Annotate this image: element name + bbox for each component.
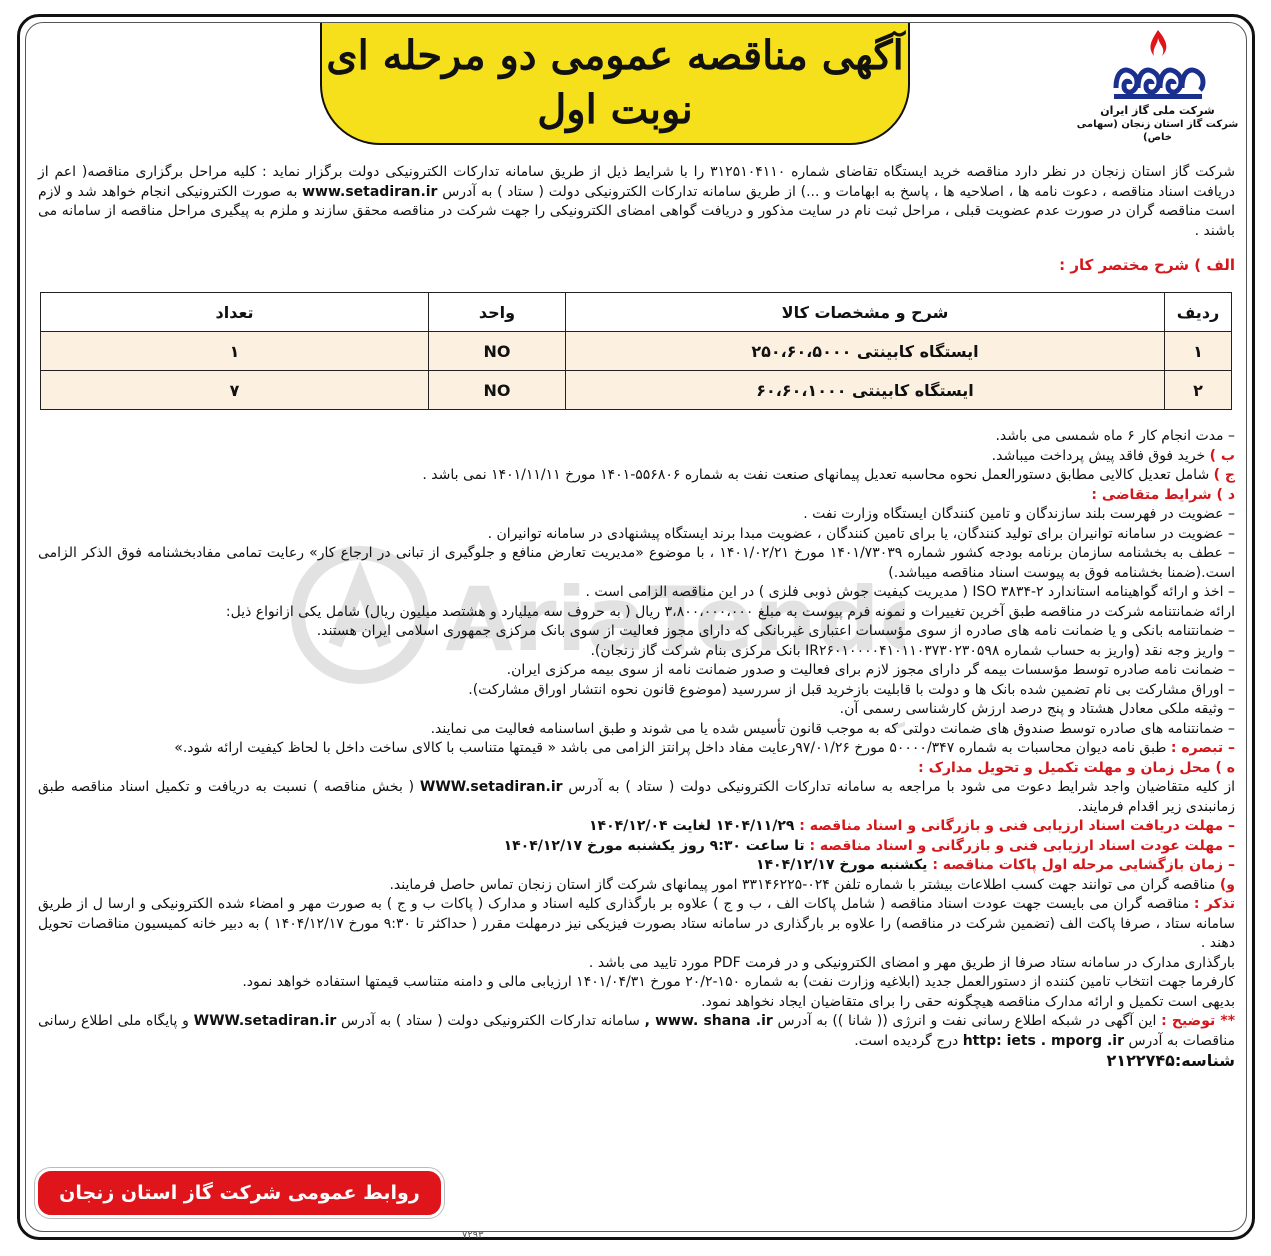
watermark-brand-en: AriaTend bbox=[445, 568, 880, 671]
cell-row-number: ۲ bbox=[1165, 371, 1232, 410]
cell-unit: NO bbox=[429, 371, 566, 410]
deadline-3: – زمان بازگشایی مرحله اول پاکات مناقصه : یکشنبه مورخ ۱۴۰۴/۱۲/۱۷ bbox=[755, 857, 1235, 873]
guarantee-item: – اوراق مشارکت بی نام تضمین شده بانک ها و دولت با قابلیت بازخرید قبل از سررسید (موضوع قانون نحوه انتشار اوراق مشارکت). bbox=[468, 681, 1235, 698]
cell-row-number: ۱ bbox=[1165, 332, 1232, 371]
section-e-heading: ه ) محل زمان و مهلت تکمیل و تحویل مدارک : bbox=[918, 759, 1235, 776]
duration-line: – مدت انجام کار ۶ ماه شمسی می باشد. bbox=[995, 428, 1235, 444]
company-name: شرکت ملی گاز ایران bbox=[1100, 104, 1215, 117]
page-title: آگهی مناقصه عمومی دو مرحله ای bbox=[326, 32, 904, 79]
deadline-2: – مهلت عودت اسناد ارزیابی فنی و بازرگانی و اسناد مناقصه : تا ساعت ۹:۳۰ روز یکشنبه مورخ ۱۴۰۴/۱۲/۱۷ bbox=[503, 837, 1235, 854]
company-logo bbox=[1075, 26, 1240, 144]
cell-quantity: ۷ bbox=[41, 371, 429, 410]
guarantee-item: – واریز وجه نقد (واریز به حساب شماره IR۲۶۰۱۰۰۰۰۴۱۰۱۱۰۳۷۳۰۲۳۰۵۹۸ بانک مرکزی بنام شرکت گاز زنجان). bbox=[590, 642, 1235, 659]
guarantee-line: ارائه ضمانتنامه شرکت در مناقصه طبق آخرین تغییرات و نمونه فرم پیوست به مبلغ ۳،۸۰۰،۰۰۰،۰۰۰ ریال ( به حروف سه میلیارد و هشتصد میلیون ریال) شامل یکی ازانواع ذیل: bbox=[225, 603, 1235, 620]
condition-item: – اخذ و ارائه گواهینامه استاندارد ISO ۳۸۳۴-۲ ( مدیریت کیفیت جوش ذوبی فلزی ) در این مناقصه الزامی است . bbox=[585, 584, 1235, 600]
table-row bbox=[41, 332, 1232, 371]
notice-id: شناسه:۲۱۲۲۷۴۵ bbox=[1106, 1051, 1235, 1070]
print-code: ۷۲۹۳ bbox=[462, 1230, 484, 1241]
header-quantity: تعداد bbox=[41, 293, 429, 332]
nigc-logo-icon bbox=[1108, 26, 1208, 104]
deadline-1: – مهلت دریافت اسناد ارزیابی فنی و بازرگانی و اسناد مناقصه : ۱۴۰۴/۱۱/۲۹ لغایت ۱۴۰۴/۱۲/۰۴ bbox=[588, 818, 1235, 834]
header-description: شرح و مشخصات کالا bbox=[566, 293, 1165, 332]
setadiran-link[interactable]: WWW.setadiran.ir bbox=[419, 779, 563, 795]
employer-line: کارفرما جهت انتخاب تامین کننده از دستورالعمل جدید (ابلاغیه وزارت نفت) به شماره ۱۵۰-۲۰/۲ مورخ ۱۴۰۱/۰۴/۳۱ ارزیابی مالی و دامنه متناسب قیمتها استفاده خواهد نمود. bbox=[242, 974, 1235, 990]
header-row-number: ردیف bbox=[1165, 293, 1232, 332]
public-relations-badge: روابط عمومی شرکت گاز استان زنجان bbox=[35, 1168, 444, 1218]
notice-body bbox=[38, 427, 1235, 1071]
guarantee-item: – ضمانتنامه های صادره توسط صندوق های ضمانت دولتی که به موجب قانون تأسیس شده یا می شوند و طبق اساسنامه فعالیت می نمایند. bbox=[430, 720, 1235, 737]
page-subtitle: نوبت اول bbox=[537, 86, 693, 133]
cell-description: ایستگاه کابینتی ۲۵۰،۶۰،۵۰۰۰ bbox=[566, 332, 1165, 371]
setadiran-link[interactable]: www.setadiran.ir bbox=[302, 183, 438, 200]
section-c-line: ج ) شامل تعدیل کالایی مطابق دستورالعمل نحوه محاسبه تعدیل پیمانهای صنعت نفت به شماره ۵۵۶۸۰۶-۱۴۰۱ مورخ ۱۴۰۱/۱۱/۱۱ نمی باشد . bbox=[422, 467, 1235, 483]
cell-unit: NO bbox=[429, 332, 566, 371]
header-unit: واحد bbox=[429, 293, 566, 332]
section-d-heading: د ) شرایط متقاضی : bbox=[1091, 486, 1235, 503]
company-subname: شرکت گاز استان زنجان (سهامی خاص) bbox=[1076, 119, 1239, 143]
cell-quantity: ۱ bbox=[41, 332, 429, 371]
reminder-paragraph: تذکر : مناقصه گران می بایست جهت عودت اسناد مناقصه ( شامل پاکات الف ، ب و ج ) علاوه بر بارگذاری کلیه اسناد و مدارک ( پاکات ب و ج ) به صورت مهر و امضاء شده الکترونیکی و ارسا ل از طریق سامانه ستاد ، صرفا پاکت الف (تضمین شرکت در مناقصه) را علاوه بر بارگذاری در سامانه ستاد بصورت فیزیکی نیز درمهلت مقرر ( حداکثر تا ۹:۳۰ مورخ ۱۴۰۴/۱۲/۱۷ ) به دبیر خانه کمیسیون مناقصات تحویل دهند . bbox=[38, 896, 1235, 951]
guarantee-item: – وثیقه ملکی معادل هشتاد و پنج درصد ارزش کارشناسی رسمی آن. bbox=[839, 701, 1235, 717]
explanation-paragraph: ** توضیح : این آگهی در شبکه اطلاع رسانی نفت و انرژی (( شانا )) به آدرس www. shana .ir , سامانه تدارکات الکترونیکی دولت ( ستاد ) به آدرس WWW.setadiran.ir و پایگاه ملی اطلاع رسانی مناقصات به آدرس http: iets . mporg .ir درج گردیده است. bbox=[38, 1013, 1236, 1049]
section-a-heading: الف ) شرح مختصر کار : bbox=[1059, 256, 1235, 274]
section-e-text: از کلیه متقاضیان واجد شرایط دعوت می شود با مراجعه به سامانه تدارکات الکترونیکی دولت ( ستاد ) به آدرس WWW.setadiran.ir ( بخش مناقصه ) نسبت به دریافت و تکمیل اسناد مناقصه طبق زمانبندی زیر اقدام فرمایند. bbox=[38, 779, 1236, 815]
intro-paragraph: شرکت گاز استان زنجان در نظر دارد مناقصه خرید ایستگاه تقاضای شماره ۳۱۲۵۱۰۴۱۱۰ را با شرایط ذیل از طریق سامانه تدارکات الکترونیکی دولت برگزار نماید : کلیه مراحل برگزاری مناقصه( اعم از دریافت اسناد مناقصه ، دعوت نامه ها ، اصلاحیه ها ، پاسخ به ابهامات و ...) از طریق سامانه تدارکات الکترونیکی دولت ( ستاد ) به آدرس www.setadiran.ir به صورت الکترونیکی انجام خواهد شد و لازم است مناقصه گران در صورت عدم عضویت قبلی ، مراحل ثبت نام در سایت مذکور و دریافت گواهی امضای الکترونیکی را جهت شرکت در مناقصه محقق سازند و ملزم به پیگیری مراحل مناقصه از سامانه می باشند . bbox=[38, 164, 1236, 239]
setadiran-link[interactable]: WWW.setadiran.ir bbox=[193, 1013, 337, 1029]
condition-item: – عضویت در سامانه توانیران برای تولید کنندگان، یا برای تامین کنندگان ، عضویت مبدا برند ایستگاه پیشنهادی در سامانه توانیران . bbox=[487, 525, 1235, 542]
table-header-row bbox=[41, 293, 1232, 332]
title-banner bbox=[320, 23, 910, 145]
obvious-line: بدیهی است تکمیل و ارائه مدارک مناقصه هیچگونه حقی را برای متقاضیان ایجاد نخواهد نمود. bbox=[701, 993, 1235, 1010]
guarantee-item: – ضمانت نامه صادره توسط مؤسسات بیمه گر دارای مجوز لازم برای فعالیت و صدور ضمانت نامه از سوی بیمه مرکزی ایران. bbox=[506, 662, 1235, 678]
cell-description: ایستگاه کابینتی ۶۰،۶۰،۱۰۰۰ bbox=[566, 371, 1165, 410]
note-line: – تبصره : طبق نامه دیوان محاسبات به شماره ۵۰۰۰۰/۳۴۷ مورخ ۹۷/۰۱/۲۶رعایت مفاد داخل پرانتز الزامی می باشد « قیمتها متناسب با کالای ساخت داخل با لحاظ کیفیت ارائه شود.» bbox=[174, 740, 1235, 756]
section-f-line: و) مناقصه گران می توانند جهت کسب اطلاعات بیشتر با شماره تلفن ۰۲۴-۳۳۱۴۶۲۲۵ امور پیمانهای شرکت گاز استان زنجان تماس حاصل فرمایند. bbox=[389, 876, 1235, 893]
items-table bbox=[40, 292, 1232, 410]
section-b-line: ب ) خرید فوق فاقد پیش پرداخت میباشد. bbox=[991, 447, 1235, 464]
iets-link[interactable]: http: iets . mporg .ir bbox=[962, 1032, 1124, 1049]
condition-item: – عضویت در فهرست بلند سازندگان و تامین کنندگان ایستگاه وزارت نفت . bbox=[803, 506, 1235, 522]
table-row bbox=[41, 371, 1232, 410]
upload-line: بارگذاری مدارک در سامانه ستاد صرفا از طریق مهر و امضای الکترونیکی و در فرمت PDF مورد تایید می باشد . bbox=[588, 954, 1235, 971]
shana-link[interactable]: www. shana .ir , bbox=[644, 1013, 773, 1029]
condition-item: – عطف به بخشنامه سازمان برنامه بودجه کشور شماره ۱۴۰۱/۷۳۰۳۹ مورخ ۱۴۰۱/۰۲/۲۱ ، با موضوع «مدیریت تعارض منافع و جلوگیری از تبانی در ارجاع کار» رعایت تمامی مفادبخشنامه فوق الذکر الزامی است.(ضمنا بخشنامه فوق به پیوست اسناد مناقصه میباشد.) bbox=[38, 545, 1235, 581]
guarantee-item: – ضمانتنامه بانکی و یا ضمانت نامه های صادره از سوی مؤسسات اعتباری غیربانکی که دارای مجوز فعالیت از سوی بانک مرکزی جمهوری اسلامی ایران هستند. bbox=[316, 623, 1235, 639]
